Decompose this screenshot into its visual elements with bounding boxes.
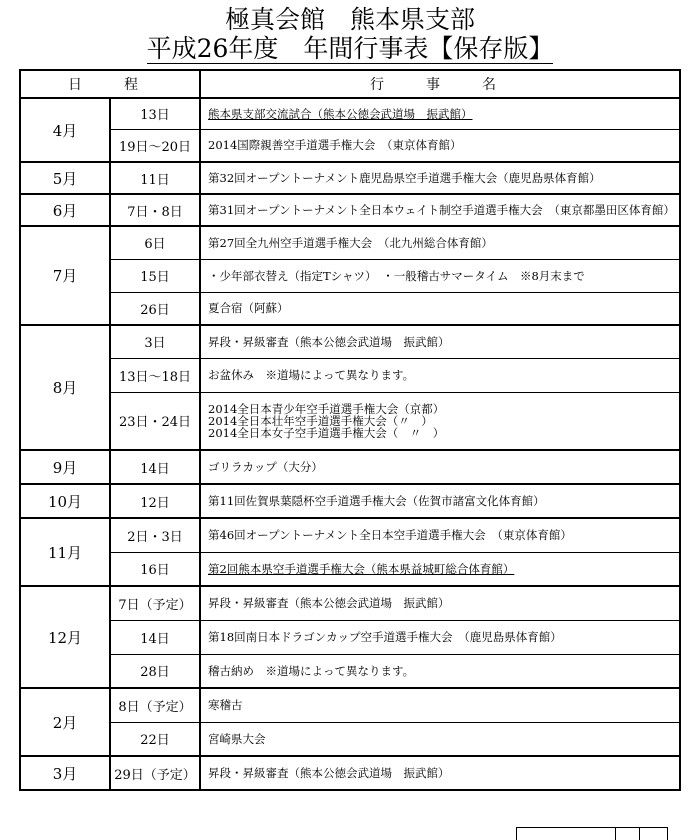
event-cell [200, 129, 680, 162]
date-cell: 26日 [110, 292, 200, 325]
event-column-header-label: 行 事 名 [370, 77, 510, 93]
month-cell: 4月 [20, 98, 110, 162]
footer-box [516, 827, 668, 840]
month-cell: 12月 [20, 586, 110, 688]
event-name: 2014全日本壮年空手道選手権大会（〃 ） [208, 413, 433, 428]
event-name: 宮崎県大会 [208, 731, 266, 746]
schedule-row [20, 552, 680, 586]
month-cell: 2月 [20, 688, 110, 756]
event-cell [200, 292, 680, 325]
schedule-row [20, 620, 680, 654]
page-title: 極真会館 熊本県支部 [224, 5, 475, 34]
date-cell: 16日 [110, 552, 200, 586]
date-column-header [20, 70, 200, 98]
event-cell [200, 518, 680, 552]
event-cell [200, 325, 680, 358]
schedule-row [20, 654, 680, 688]
event-cell [200, 756, 680, 790]
event-cell [200, 98, 680, 129]
month-cell: 10月 [20, 484, 110, 518]
event-name: お盆休み ※道場によって異なります。 [208, 368, 415, 382]
schedule-row [20, 162, 680, 194]
event-name: 2014国際親善空手道選手権大会 （東京体育館） [208, 138, 462, 153]
page-subtitle-text: 平成26年度 年間行事表【保存版】 [146, 34, 554, 63]
event-name: 第46回オープントーナメント全日本空手道選手権大会 （東京体育館） [208, 528, 572, 543]
event-cell [200, 259, 680, 292]
date-cell: 6日 [110, 226, 200, 259]
page-subtitle [0, 34, 700, 64]
event-name: 第18回南日本ドラゴンカップ空手道選手権大会 （鹿児島県体育館） [208, 630, 562, 644]
footer-box-divider [615, 828, 616, 840]
date-cell: 11日 [110, 162, 200, 194]
date-cell: 7日・8日 [110, 194, 200, 226]
schedule-row [20, 292, 680, 325]
event-cell [200, 586, 680, 620]
schedule-row [20, 518, 680, 552]
schedule-row [20, 358, 680, 392]
event-cell [200, 358, 680, 392]
event-name: 第27回全九州空手道選手権大会 （北九州総合体育館） [208, 235, 493, 250]
month-cell: 11月 [20, 518, 110, 586]
date-cell: 29日（予定） [110, 756, 200, 790]
event-name: ・少年部衣替え（指定Tシャツ） ・一般稽古サマータイム ※8月末まで [208, 268, 585, 283]
schedule-row [20, 688, 680, 722]
date-cell: 12日 [110, 484, 200, 518]
date-cell: 14日 [110, 620, 200, 654]
date-cell: 19日～20日 [110, 129, 200, 162]
event-name: 第11回佐賀県葉隠杯空手道選手権大会（佐賀市諸富文化体育館） [208, 494, 545, 508]
month-cell: 9月 [20, 450, 110, 484]
event-cell [200, 552, 680, 586]
schedule-row [20, 98, 680, 129]
month-cell: 3月 [20, 756, 110, 790]
event-name: 寒稽古 [208, 698, 243, 713]
schedule-row [20, 722, 680, 756]
event-cell [200, 688, 680, 722]
event-cell [200, 722, 680, 756]
schedule-table [19, 69, 681, 791]
date-cell: 28日 [110, 654, 200, 688]
footer-box-divider [639, 828, 640, 840]
event-name: 昇段・昇級審査（熊本公徳会武道場 振武館） [208, 334, 450, 349]
schedule-row [20, 226, 680, 259]
date-cell: 15日 [110, 259, 200, 292]
event-name: 2014全日本青少年空手道選手権大会（京都） [208, 401, 445, 416]
event-cell [200, 484, 680, 518]
date-cell: 3日 [110, 325, 200, 358]
date-cell: 8日（予定） [110, 688, 200, 722]
month-cell: 5月 [20, 162, 110, 194]
date-cell: 14日 [110, 450, 200, 484]
schedule-row [20, 194, 680, 226]
schedule-body [20, 98, 680, 790]
schedule-row [20, 129, 680, 162]
date-column-header-label: 日 程 [68, 77, 152, 93]
event-name: 昇段・昇級審査（熊本公徳会武道場 振武館） [208, 596, 450, 611]
schedule-row [20, 756, 680, 790]
event-name: 2014全日本女子空手道選手権大会（ 〃 ） [208, 425, 445, 440]
event-name: ゴリラカップ（大分） [208, 460, 323, 474]
schedule-row [20, 484, 680, 518]
date-cell: 23日・24日 [110, 392, 200, 450]
event-name: 昇段・昇級審査（熊本公徳会武道場 振武館） [208, 766, 450, 780]
schedule-row [20, 259, 680, 292]
event-cell [200, 162, 680, 194]
date-cell: 13日～18日 [110, 358, 200, 392]
date-cell: 7日（予定） [110, 586, 200, 620]
event-name: 第32回オープントーナメント鹿児島県空手道選手権大会（鹿児島県体育館） [208, 171, 601, 185]
month-cell: 7月 [20, 226, 110, 325]
event-cell [200, 450, 680, 484]
date-cell: 2日・3日 [110, 518, 200, 552]
month-cell: 8月 [20, 325, 110, 450]
event-name: 夏合宿（阿蘇） [208, 301, 289, 316]
event-name: 第31回オープントーナメント全日本ウェイト制空手道選手権大会 （東京都墨田区体育館） [208, 203, 675, 217]
schedule-row [20, 392, 680, 450]
event-cell [200, 654, 680, 688]
event-cell [200, 620, 680, 654]
schedule-header-row [20, 70, 680, 98]
schedule-row [20, 325, 680, 358]
event-name: 稽古納め ※道場によって異なります。 [208, 663, 415, 678]
event-cell [200, 392, 680, 450]
event-cell [200, 226, 680, 259]
event-column-header [200, 70, 680, 98]
event-cell [200, 194, 680, 226]
month-cell: 6月 [20, 194, 110, 226]
event-name: 熊本県支部交流試合（熊本公徳会武道場 振武館） [208, 106, 473, 121]
event-name: 第2回熊本県空手道選手権大会（熊本県益城町総合体育館） [208, 561, 515, 576]
date-cell: 13日 [110, 98, 200, 129]
date-cell: 22日 [110, 722, 200, 756]
schedule-row [20, 586, 680, 620]
schedule-row [20, 450, 680, 484]
